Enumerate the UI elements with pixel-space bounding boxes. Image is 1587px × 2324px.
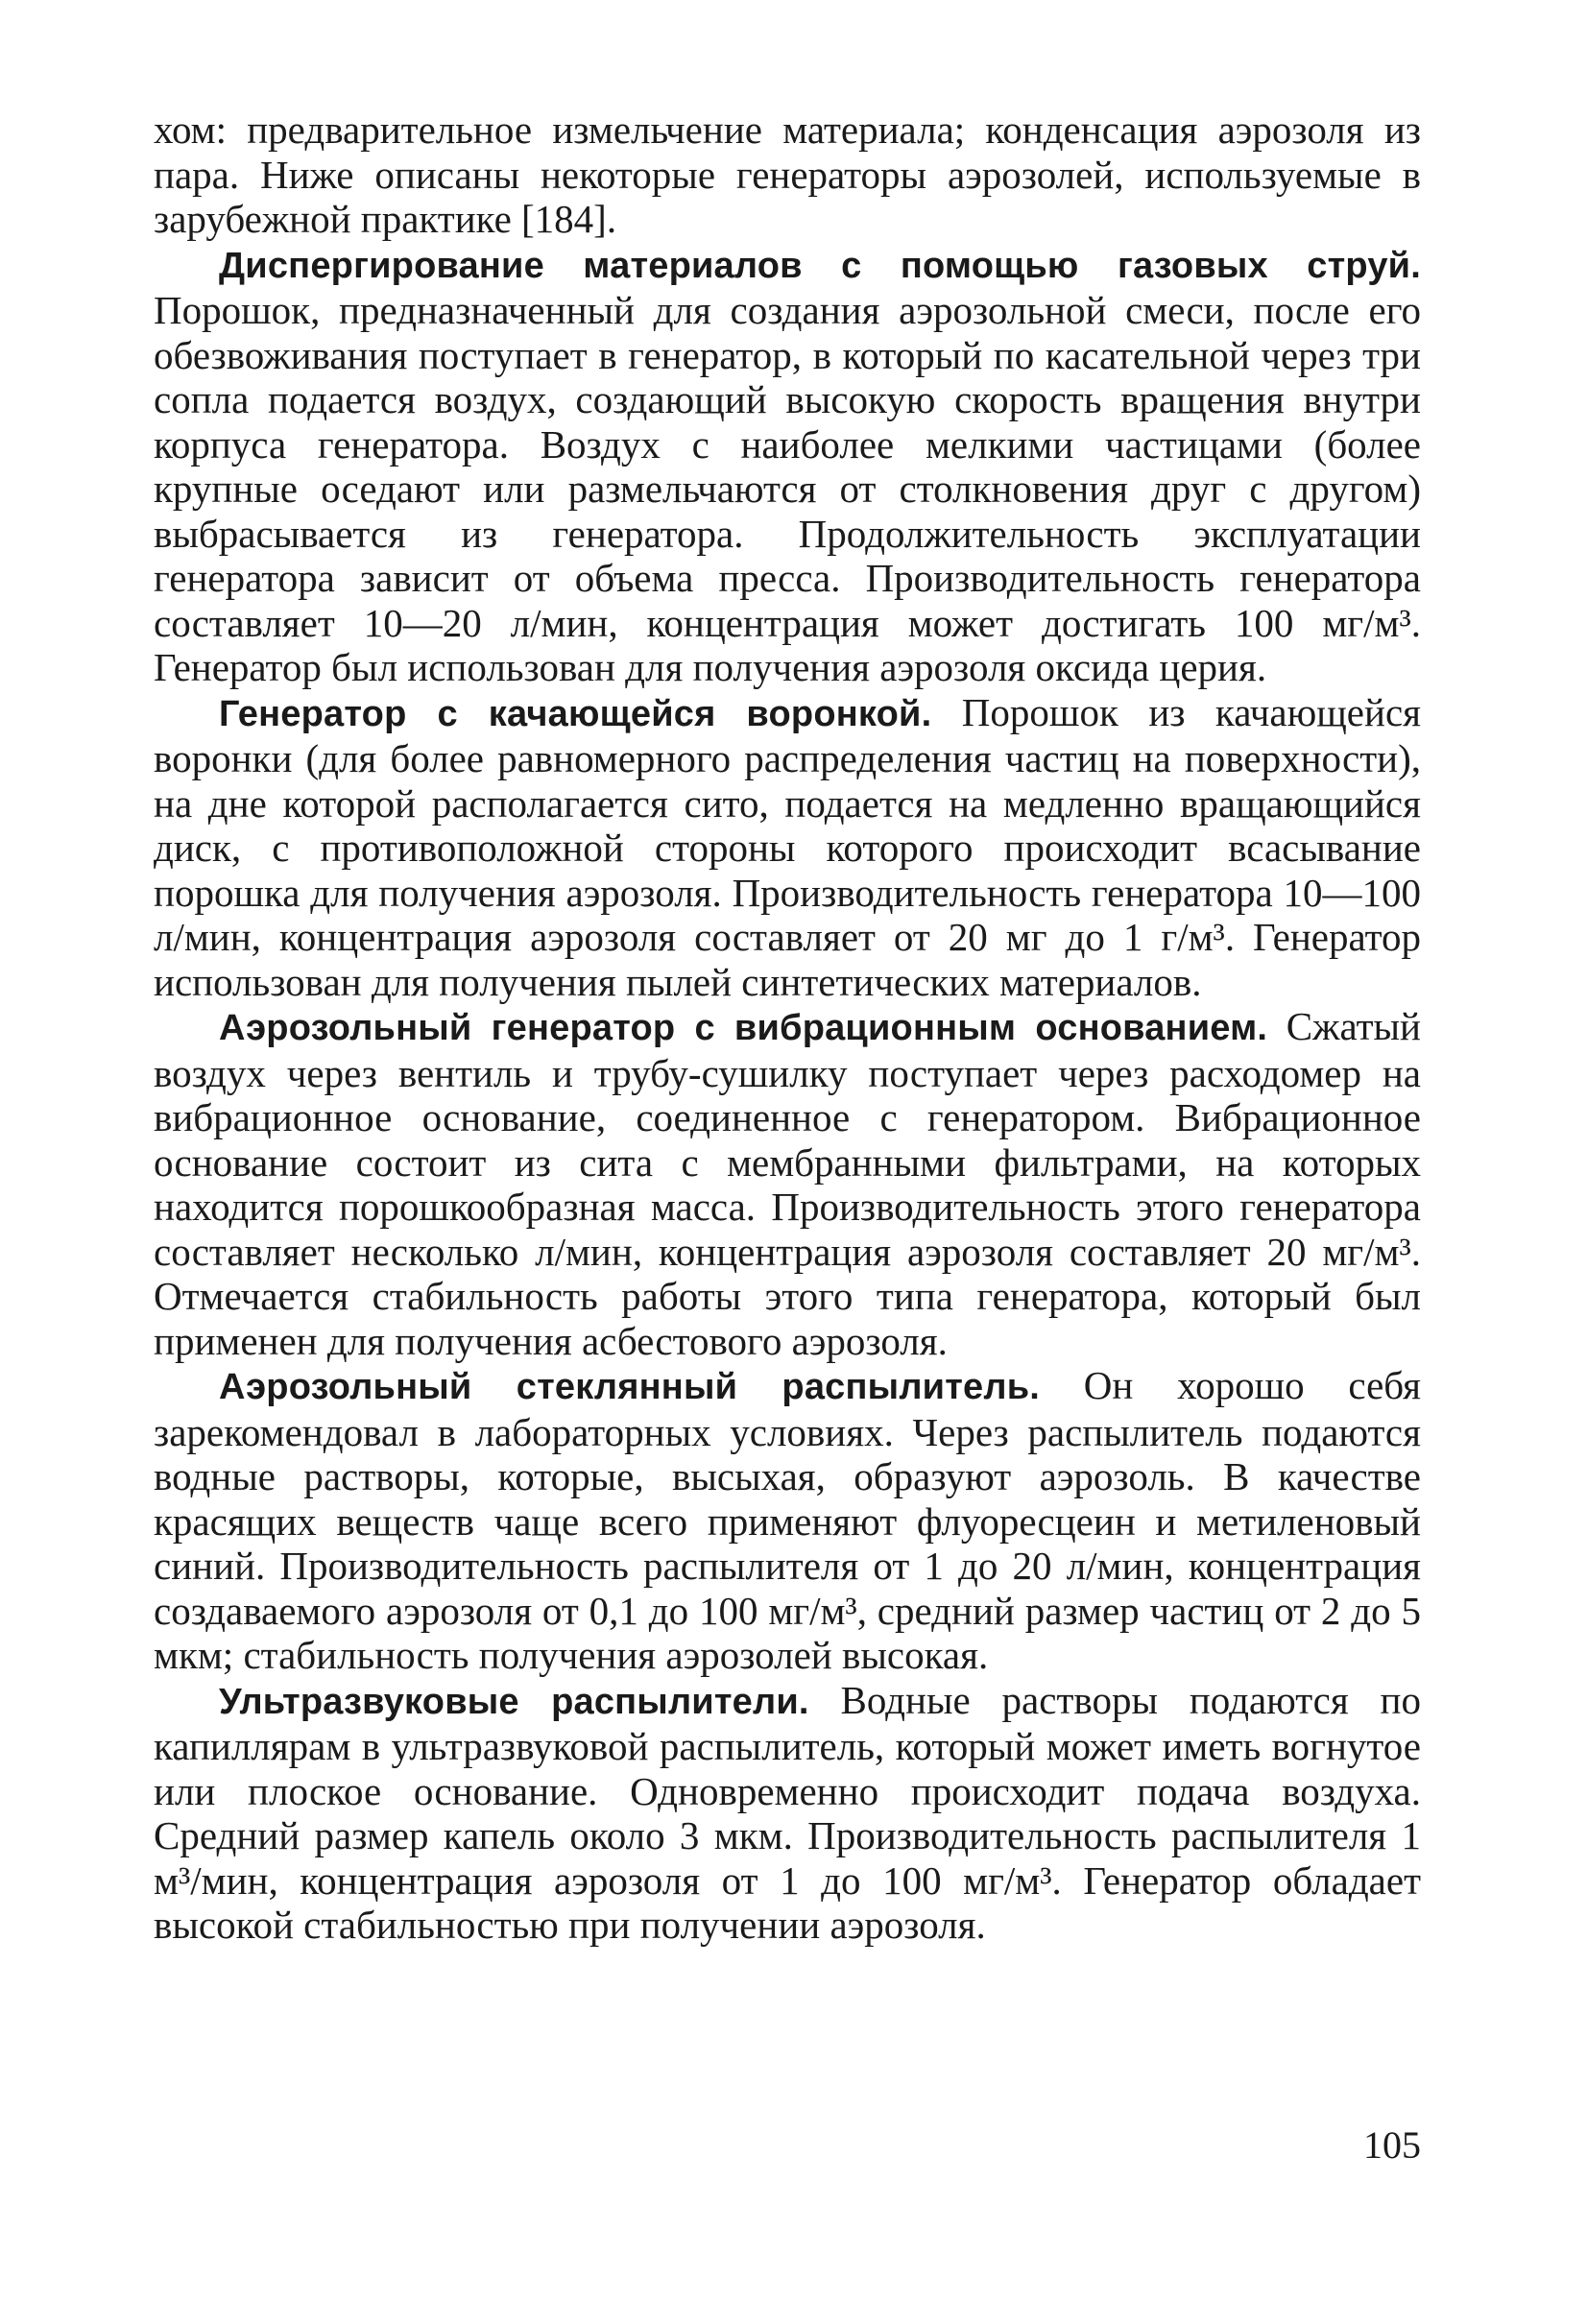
section-body: Порошок из качающейся воронки (для более равномерного распределения частиц на поверхности), на дне которой располагается сито, подается на медленно вращающийся диск, с противоположной стороны которого происходит всасывание порошка для получения аэрозоля. Производительность генератора 10—100 л/мин, концентрация аэрозоля составляет от 20 мг до 1 г/м³. Генератор использован для получения пылей синтетических материалов. [154,689,1422,1004]
section-heading: Аэрозольный генератор с вибрационным основанием. [219,1008,1268,1048]
section-heading: Аэрозольный стеклянный распылитель. [219,1367,1041,1407]
section-vibration-base [154,1004,1421,1363]
section-body: Порошок, предназначенный для создания аэрозольной смеси, после его обезвоживания поступает в генератор, в который по касательной через три сопла подается воздух, создающий высокую скорость вращения внутри корпуса генератора. Воздух с наиболее мелкими частицами (более крупные оседают или размельчаются от столкновения друг с другом) выбрасывается из генератора. Продолжительность эксплуатации генератора зависит от объема пресса. Производительность генератора составляет 10—20 л/мин, концентрация может достигать 100 мг/м³. Генератор был использован для получения аэрозоля оксида церия. [154,288,1421,689]
section-heading: Диспергирование материалов с помощью газовых струй. [219,245,1421,286]
intro-paragraph: хом: предварительное измельчение материала; конденсация аэрозоля из пара. Ниже описаны некоторые генераторы аэрозолей, используемые в зарубежной практике [184]. [154,108,1421,241]
section-body: Сжатый воздух через вентиль и трубу-сушилку поступает через расходомер на вибрационное основание, соединенное с генератором. Вибрационное основание состоит из сита с мембранными фильтрами, на которых находится порошкообразная масса. Производительность этого генератора составляет несколько л/мин, концентрация аэрозоля составляет 20 мг/м³. Отмечается стабильность работы этого типа генератора, который был применен для получения асбестового аэрозоля. [154,1004,1421,1363]
section-heading: Ультразвуковые распылители. [219,1681,809,1722]
page-number: 105 [1363,2123,1421,2167]
page-body [154,108,1421,1948]
section-swinging-funnel [154,690,1421,1005]
section-gas-jets [154,242,1421,690]
section-heading: Генератор с качающейся воронкой. [219,693,932,734]
section-ultrasonic-sprayers [154,1678,1421,1948]
section-body: Он хорошо себя зарекомендовал в лабораторных условиях. Через распылитель подаются водные растворы, которые, высыхая, образуют аэрозоль. В качестве красящих веществ чаще всего применяют флуоресцеин и метиленовый синий. Производительность распылителя от 1 до 20 л/мин, концентрация создаваемого аэрозоля от 0,1 до 100 мг/м³, средний размер частиц от 2 до 5 мкм; стабильность получения аэрозолей высокая. [154,1363,1422,1677]
section-glass-sprayer [154,1363,1421,1678]
section-body: Водные растворы подаются по капиллярам в ультразвуковой распылитель, который может иметь вогнутое или плоское основание. Одновременно происходит подача воздуха. Средний размер капель около 3 мкм. Производительность распылителя 1 м³/мин, концентрация аэрозоля от 1 до 100 мг/м³. Генератор обладает высокой стабильностью при получении аэрозоля. [154,1677,1421,1947]
